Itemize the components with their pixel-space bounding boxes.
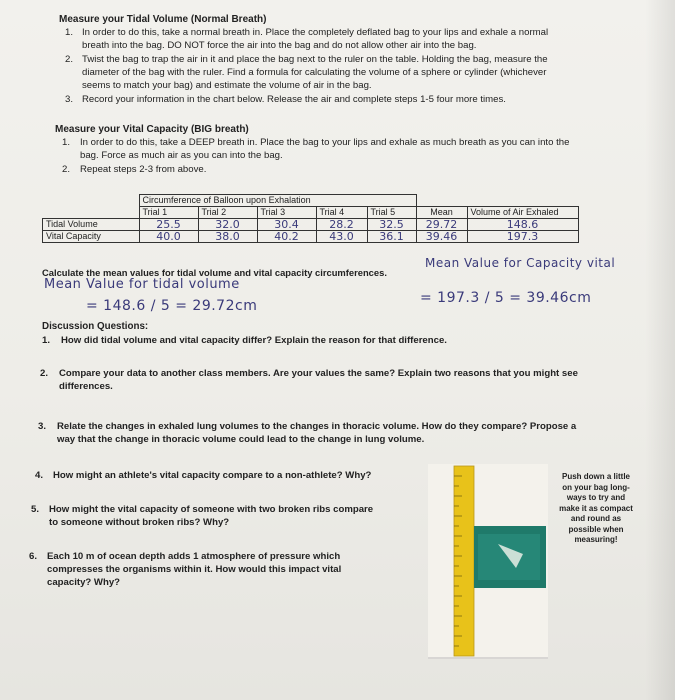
vital-step-1-line-1: In order to do this, take a DEEP breath in. Place the bag to your lips and exhale as much breath as you can into the (80, 137, 570, 148)
table-cell: 32.5 (367, 219, 416, 231)
table-row (43, 231, 579, 243)
table-column-header: Trial 1 (139, 207, 198, 219)
vital-step-2-line-1: Repeat steps 2-3 from above. (80, 164, 207, 175)
page-shadow (645, 0, 675, 700)
table-cell: 36.1 (367, 231, 416, 243)
tidal-step-num: 1. (65, 27, 74, 38)
handwritten-vital-label: Mean Value for Capacity vital (425, 256, 616, 270)
table-cell: 30.4 (257, 219, 316, 231)
question-number: 2. (40, 368, 49, 379)
table-cell: 43.0 (316, 231, 367, 243)
tidal-step-num: 2. (65, 54, 74, 65)
table-cell: 40.0 (139, 231, 198, 243)
table-header-empty (43, 207, 140, 219)
table-corner (43, 195, 140, 207)
handwritten-vital-formula: = 197.3 / 5 = 39.46cm (420, 290, 592, 306)
table-column-header: Trial 4 (316, 207, 367, 219)
question-4-line-1: How might an athlete's vital capacity compare to a non-athlete? Why? (53, 470, 372, 481)
question-5-line-2: to someone without broken ribs? Why? (49, 517, 230, 528)
question-number: 3. (38, 421, 47, 432)
tidal-step-1-line-1: In order to do this, take a normal breath in. Place the completely deflated bag to your lips and exhale a normal (82, 27, 549, 38)
handwritten-tidal-formula: = 148.6 / 5 = 29.72cm (86, 298, 258, 314)
data-table (42, 194, 579, 243)
table-column-header: Trial 5 (367, 207, 416, 219)
tidal-step-num: 3. (65, 94, 74, 105)
question-number: 6. (29, 551, 38, 562)
tidal-step-2-line-3: seems to match your bag) and estimate the volume of air in the bag. (82, 80, 372, 91)
calc-prompt: Calculate the mean values for tidal volume and vital capacity circumferences. (42, 267, 387, 278)
table-cell: 29.72 (416, 219, 467, 231)
question-2-line-2: differences. (59, 381, 113, 392)
question-6-line-3: capacity? Why? (47, 577, 121, 588)
vital-heading: Measure your Vital Capacity (BIG breath) (55, 124, 249, 135)
question-number: 5. (31, 504, 40, 515)
tidal-step-2-line-2: diameter of the bag with the ruler. Find a formula for calculating the volume of a sphere or cylinder (whichever (82, 67, 547, 78)
vital-step-1-line-2: bag. Force as much air as you can into the bag. (80, 150, 283, 161)
table-spacer (416, 195, 467, 207)
table-cell: 38.0 (198, 231, 257, 243)
table-row (43, 219, 579, 231)
vital-step-num: 1. (62, 137, 71, 148)
question-1-line-1: How did tidal volume and vital capacity differ? Explain the reason for that difference. (61, 335, 447, 346)
question-6-line-1: Each 10 m of ocean depth adds 1 atmosphere of pressure which (47, 551, 341, 562)
table-group-header: Circumference of Balloon upon Exhalation (139, 195, 416, 207)
ruler-bag-illustration (428, 464, 548, 659)
question-2-line-1: Compare your data to another class members. Are your values the same? Explain two reasons that you might see (59, 368, 578, 379)
handwritten-tidal-label: Mean Value for tidal volume (44, 277, 240, 292)
question-6-line-2: compresses the organisms within it. How would this impact vital (47, 564, 342, 575)
table-column-header: Volume of Air Exhaled (467, 207, 578, 219)
table-column-header: Mean (416, 207, 467, 219)
table-spacer (467, 195, 578, 207)
row-label: Tidal Volume (43, 219, 140, 231)
discussion-heading: Discussion Questions: (42, 321, 149, 332)
table-column-header: Trial 2 (198, 207, 257, 219)
row-label: Vital Capacity (43, 231, 140, 243)
side-note: Push down a little on your bag long-ways to try and make it as compact and round as possible when measuring! (559, 472, 633, 544)
table-cell: 39.46 (416, 231, 467, 243)
table-cell: 25.5 (139, 219, 198, 231)
table-cell: 148.6 (467, 219, 578, 231)
question-5-line-1: How might the vital capacity of someone with two broken ribs compare (49, 504, 374, 515)
tidal-step-2-line-1: Twist the bag to trap the air in it and place the bag next to the ruler on the table. Holding the bag, measure the (82, 54, 548, 65)
question-3-line-1: Relate the changes in exhaled lung volumes to the changes in thoracic volume. How do they compare? Propose a (57, 421, 577, 432)
ruler-body (454, 466, 474, 656)
table-cell: 32.0 (198, 219, 257, 231)
table-cell: 40.2 (257, 231, 316, 243)
table-cell: 28.2 (316, 219, 367, 231)
table-cell: 197.3 (467, 231, 578, 243)
tidal-step-1-line-2: breath into the bag. DO NOT force the air into the bag and do not allow other air into the bag. (82, 40, 477, 51)
tidal-heading: Measure your Tidal Volume (Normal Breath) (59, 14, 267, 25)
question-3-line-2: way that the change in thoracic volume could lead to the change in lung volume. (57, 434, 425, 445)
table-column-header: Trial 3 (257, 207, 316, 219)
question-number: 4. (35, 470, 44, 481)
vital-step-num: 2. (62, 164, 71, 175)
tidal-step-3-line-1: Record your information in the chart below. Release the air and complete steps 1-5 four more times. (82, 94, 506, 105)
question-number: 1. (42, 335, 51, 346)
